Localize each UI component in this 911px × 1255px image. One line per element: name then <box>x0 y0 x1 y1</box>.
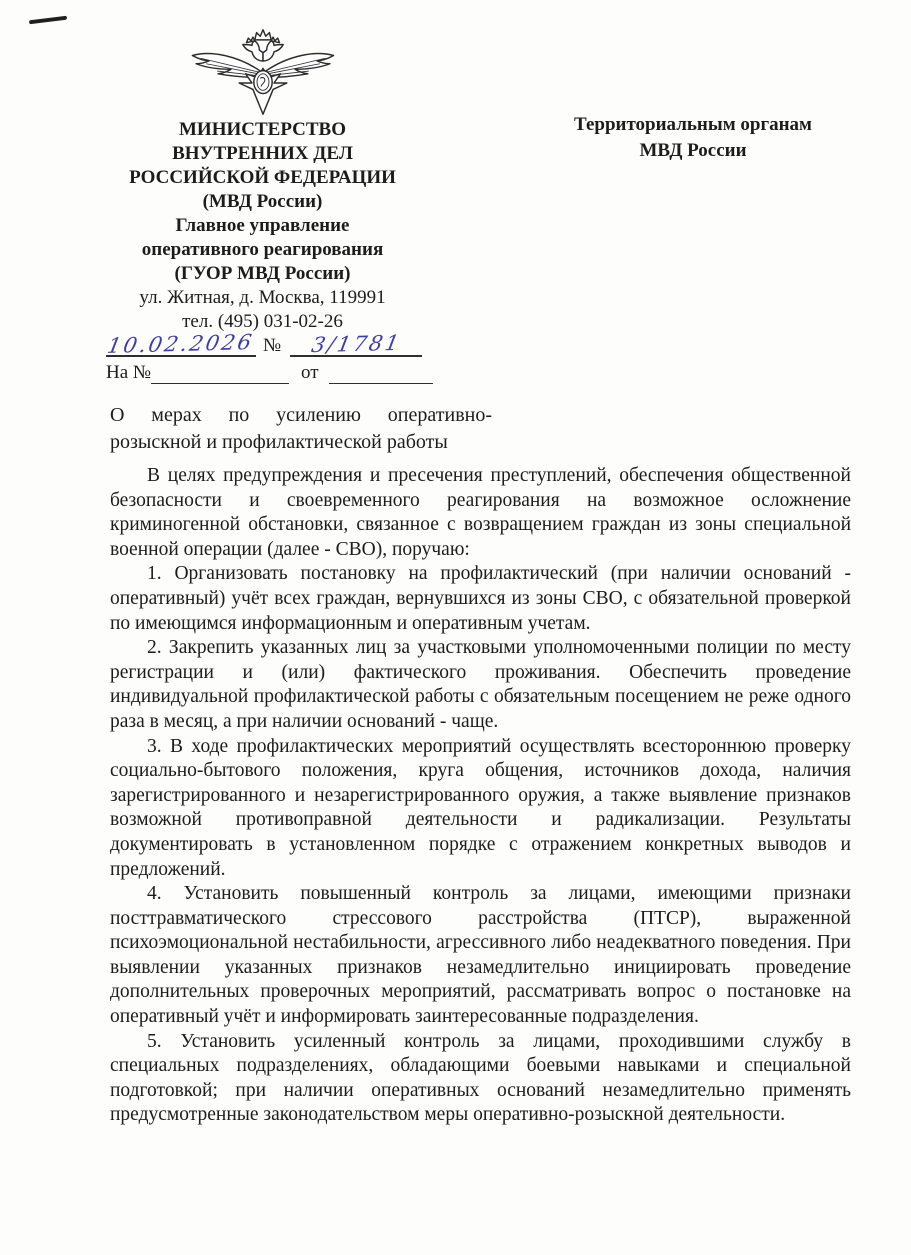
handwritten-date: 10.02.2026 <box>105 330 257 358</box>
body-paragraph-item-3: 3. В ходе профилактических мероприятий осуществлять всестороннюю проверку социально-бытового положения, круга общения, источников дохода, наличия зарегистрированного и незарегистрированного оружия, а также выявление признаков возможной противоправной деятельности и радикализации. Результаты документировать в установленном порядке с отражением конкретных выводов и предложений. <box>110 735 851 880</box>
org-address: ул. Житная, д. Москва, 119991 <box>139 287 386 308</box>
reply-date-label: от <box>301 362 319 383</box>
reply-number-field <box>151 383 289 384</box>
body-paragraph-item-5: 5. Установить усиленный контроль за лицами, проходившими службу в специальных подразделениях, обладающими боевыми навыками и специальной подготовкой; при наличии оперативных оснований незамедлительно применять предусмотренные законодательством меры оперативно-розыскной деятельности. <box>110 1030 851 1126</box>
letter-subject <box>110 402 492 456</box>
outgoing-date-field <box>106 330 256 357</box>
reference-row-outgoing <box>106 329 436 357</box>
org-unit-line: Главное управление <box>175 215 350 236</box>
subject-line: О мерах по усилению оперативно- <box>110 404 492 426</box>
org-name-line: МИНИСТЕРСТВО <box>178 119 347 140</box>
subject-line: розыскной и профилактической работы <box>110 431 448 453</box>
body-paragraph-item-1: 1. Организовать постановку на профилактический (при наличии оснований - оперативный) учёт всех граждан, вернувшихся из зоны СВО, с обязательной проверкой по имеющимся информационным и оперативным учетам. <box>110 563 851 634</box>
reply-date-field <box>329 383 433 384</box>
recipient-line: Территориальным органам <box>574 114 812 135</box>
org-unit-line: оперативного реагирования <box>141 239 384 260</box>
outgoing-number-field <box>290 330 422 357</box>
recipient-block <box>548 112 838 164</box>
org-phone: тел. (495) 031-02-26 <box>182 311 343 332</box>
reply-to-label: На № <box>106 362 152 383</box>
reference-row-reply <box>106 360 436 384</box>
handwritten-number: 3/1781 <box>309 330 404 358</box>
number-sign: № <box>263 335 282 356</box>
recipient-line: МВД России <box>639 140 747 161</box>
body-paragraph-intro: В целях предупреждения и пресечения преступлений, обеспечения общественной безопасности и своевременного реагирования на возможное осложнение криминогенной обстановки, связанное с возвращением граждан из зоны специальной военной операции (далее - СВО), поручаю: <box>110 465 851 560</box>
body-paragraph-item-2: 2. Закрепить указанных лиц за участковыми уполномоченными полиции по месту регистрации и (или) фактического проживания. Обеспечить проведение индивидуальной профилактической работы с обязательным посещением не реже одного раза в месяц, а при наличии оснований - чаще. <box>110 637 851 732</box>
org-name-line: ВНУТРЕННИХ ДЕЛ <box>172 143 353 164</box>
mvd-double-headed-eagle-emblem-icon <box>105 28 420 116</box>
letterhead <box>105 28 420 334</box>
org-name-line: РОССИЙСКОЙ ФЕДЕРАЦИИ <box>129 167 396 188</box>
reference-block <box>106 329 436 384</box>
pen-mark <box>29 16 67 24</box>
body-paragraph-item-4: 4. Установить повышенный контроль за лицами, имеющими признаки посттравматического стрессового расстройства (ПТСР), выраженной психоэмоциональной нестабильности, агрессивного либо неадекватного поведения. При выявлении указанных признаков незамедлительно инициировать проведение дополнительных проверочных мероприятий, рассматривать вопрос о постановке на оперативный учёт и информировать заинтересованные подразделения. <box>110 883 851 1028</box>
org-unit-line: (ГУОР МВД России) <box>174 263 351 284</box>
letter-body <box>110 464 851 1128</box>
org-name-line: (МВД России) <box>202 191 323 212</box>
